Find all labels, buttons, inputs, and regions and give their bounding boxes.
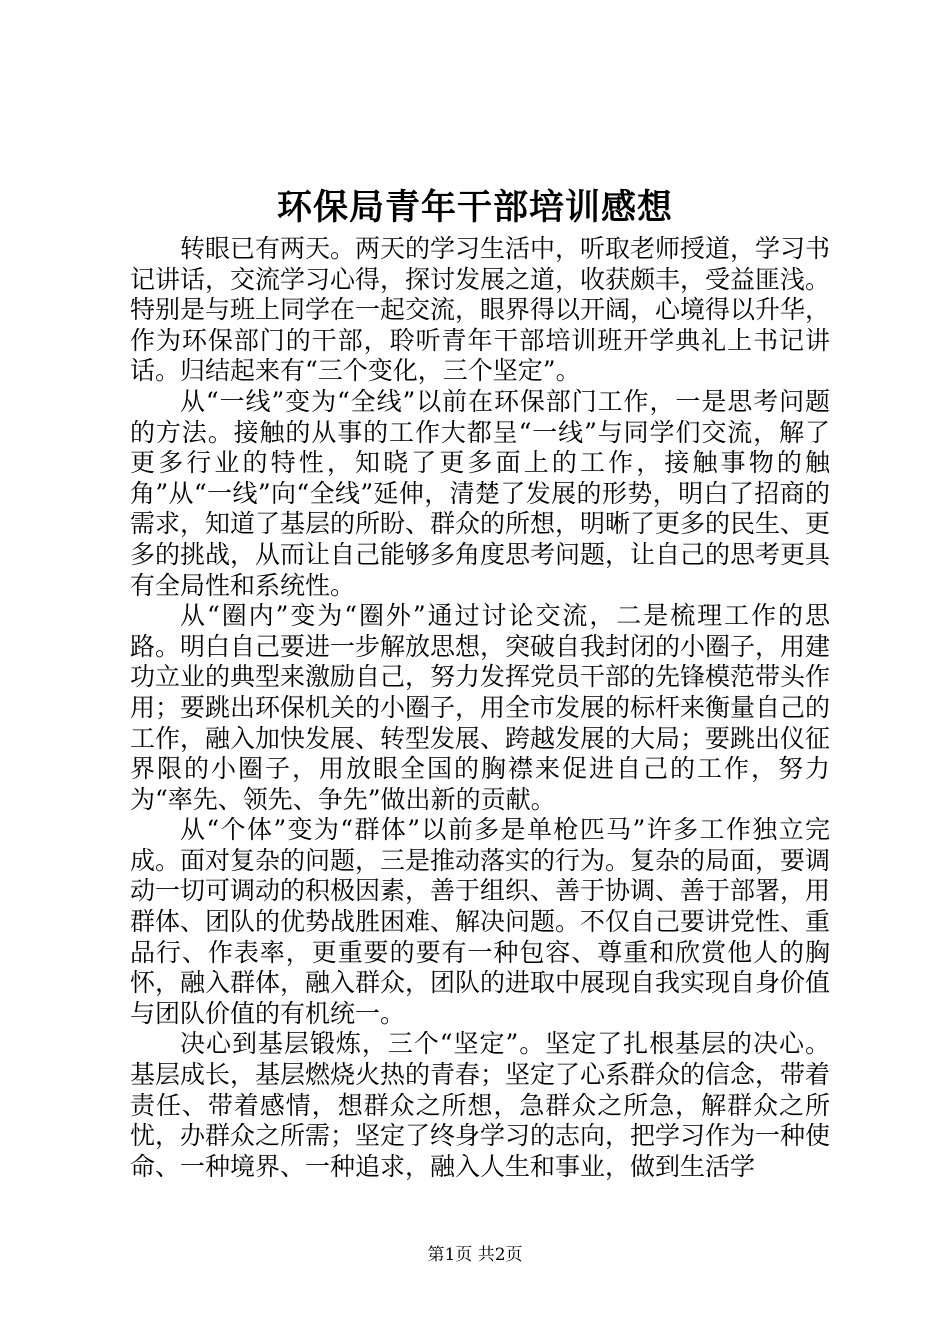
- paragraph: 从“圈内”变为“圈外”通过讨论交流，二是梳理工作的思路。明白自己要进一步解放思想，突破自我封闭的小圈子，用建功立业的典型来激励自己，努力发挥党员干部的先锋模范带头作用；要跳出环保机关的小圈子，用全市发展的标杆来衡量自己的工作，融入加快发展、转型发展、跨越发展的大局；要跳出仪征界限的小圈子，用放眼全国的胸襟来促进自己的工作，努力为“率先、领先、争先”做出新的贡献。: [130, 601, 831, 814]
- document-title: 环保局青年干部培训感想: [276, 187, 673, 228]
- paragraph: 决心到基层锻炼，三个“坚定”。坚定了扎根基层的决心。基层成长，基层燃烧火热的青春；坚定了心系群众的信念，带着责任、带着感情，想群众之所想，急群众之所急，解群众之所忧，办群众之所需；坚定了终身学习的志向，把学习作为一种使命、一种境界、一种追求，融入人生和事业，做到生活学: [130, 1029, 831, 1181]
- document-body: [130, 234, 830, 1182]
- page-footer: 第1页 共2页: [427, 1245, 523, 1265]
- paragraph: 从“个体”变为“群体”以前多是单枪匹马”许多工作独立完成。面对复杂的问题，三是推动落实的行为。复杂的局面，要调动一切可调动的积极因素，善于组织、善于协调、善于部署，用群体、团队的优势战胜困难、解决问题。不仅自己要讲党性、重品行、作表率，更重要的要有一种包容、尊重和欣赏他人的胸怀，融入群体，融入群众，团队的进取中展现自我实现自身价值与团队价值的有机统一。: [130, 815, 831, 1028]
- paragraph: 转眼已有两天。两天的学习生活中，听取老师授道，学习书记讲话，交流学习心得，探讨发展之道，收获颇丰，受益匪浅。特别是与班上同学在一起交流，眼界得以开阔，心境得以升华，作为环保部门的干部，聆听青年干部培训班开学典礼上书记讲话。归结起来有“三个变化，三个坚定”。: [130, 234, 831, 386]
- paragraph: 从“一线”变为“全线”以前在环保部门工作，一是思考问题的方法。接触的从事的工作大都呈“一线”与同学们交流，解了更多行业的特性，知晓了更多面上的工作，接触事物的触角”从“一线”向“全线”延伸，清楚了发展的形势，明白了招商的需求，知道了基层的所盼、群众的所想，明晰了更多的民生、更多的挑战，从而让自己能够多角度思考问题，让自己的思考更具有全局性和系统性。: [130, 386, 831, 600]
